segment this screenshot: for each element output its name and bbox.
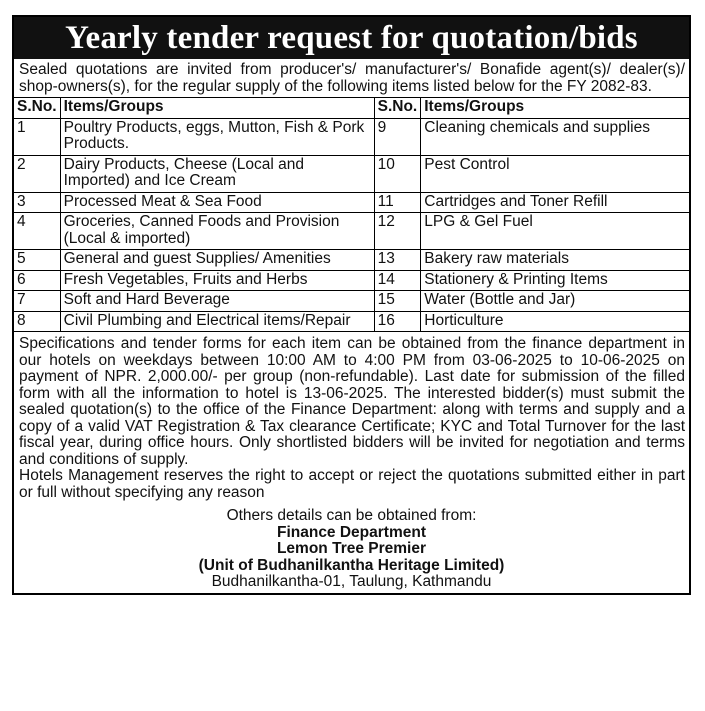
contact-block bbox=[14, 504, 689, 593]
items-table-body bbox=[14, 98, 689, 332]
contact-hotel: Lemon Tree Premier bbox=[276, 540, 427, 557]
left-item: General and guest Supplies/ Amenities bbox=[60, 250, 374, 271]
table-row bbox=[14, 192, 689, 213]
right-sno: 16 bbox=[374, 311, 421, 332]
right-item: LPG & Gel Fuel bbox=[421, 213, 689, 250]
right-item: Pest Control bbox=[421, 155, 689, 192]
left-item: Dairy Products, Cheese (Local and Imported) and Ice Cream bbox=[60, 155, 374, 192]
table-header-row bbox=[14, 98, 689, 118]
left-sno: 6 bbox=[14, 270, 60, 291]
table-row bbox=[14, 250, 689, 271]
right-sno: 13 bbox=[374, 250, 421, 271]
specifications-section bbox=[14, 332, 689, 504]
specifications-paragraph: Specifications and tender forms for each item can be obtained from the finance department in our hotels on weekdays between 10:00 AM to 4:00 PM from 03-06-2025 to 10-06-2025 on payment of NPR. 2,000.00/- per group (non-refundable). Last date for submission of the filled form with all the information to hotel is 13-06-2025. The interested bidder(s) must submit the sealed quotation(s) to the office of the Finance Department: along with terms and supply and a copy of a valid VAT Registration & Tax clearance Certificate; KYC and Total Turnover for the last fiscal year, during office hours. Only shortlisted bidders will be invited for negotiation and terms and conditions of supply. bbox=[19, 335, 685, 468]
right-items-header: Items/Groups bbox=[421, 98, 689, 118]
left-sno: 5 bbox=[14, 250, 60, 271]
left-items-header: Items/Groups bbox=[60, 98, 374, 118]
table-row bbox=[14, 213, 689, 250]
right-item: Bakery raw materials bbox=[421, 250, 689, 271]
left-item: Processed Meat & Sea Food bbox=[60, 192, 374, 213]
left-sno-header: S.No. bbox=[14, 98, 60, 118]
contact-address: Budhanilkantha-01, Taulung, Kathmandu bbox=[211, 573, 492, 590]
right-sno: 15 bbox=[374, 291, 421, 312]
left-sno: 8 bbox=[14, 311, 60, 332]
left-item: Fresh Vegetables, Fruits and Herbs bbox=[60, 270, 374, 291]
table-row bbox=[14, 155, 689, 192]
table-row bbox=[14, 311, 689, 332]
right-item: Cartridges and Toner Refill bbox=[421, 192, 689, 213]
right-item: Water (Bottle and Jar) bbox=[421, 291, 689, 312]
left-sno: 4 bbox=[14, 213, 60, 250]
left-sno: 7 bbox=[14, 291, 60, 312]
left-item: Groceries, Canned Foods and Provision (Local & imported) bbox=[60, 213, 374, 250]
items-table bbox=[14, 98, 689, 332]
management-rights-paragraph: Hotels Management reserves the right to accept or reject the quotations submitted either in part or full without specifying any reason bbox=[19, 467, 685, 501]
table-row bbox=[14, 270, 689, 291]
contact-lead: Others details can be obtained from: bbox=[226, 507, 477, 524]
table-row bbox=[14, 118, 689, 155]
right-sno: 11 bbox=[374, 192, 421, 213]
tender-notice bbox=[12, 15, 691, 595]
right-item: Horticulture bbox=[421, 311, 689, 332]
right-item: Stationery & Printing Items bbox=[421, 270, 689, 291]
right-sno: 10 bbox=[374, 155, 421, 192]
contact-company: (Unit of Budhanilkantha Heritage Limited) bbox=[198, 556, 505, 574]
right-sno: 9 bbox=[374, 118, 421, 155]
left-item: Poultry Products, eggs, Mutton, Fish & Pork Products. bbox=[60, 118, 374, 155]
intro-text: Sealed quotations are invited from producer's/ manufacturer's/ Bonafide agent(s)/ dealer(s)/ shop-owners(s), for the regular supply of the following items listed below for the FY 2082-83. bbox=[14, 59, 689, 98]
left-item: Civil Plumbing and Electrical items/Repair bbox=[60, 311, 374, 332]
right-sno-header: S.No. bbox=[374, 98, 421, 118]
left-sno: 3 bbox=[14, 192, 60, 213]
left-sno: 2 bbox=[14, 155, 60, 192]
contact-department: Finance Department bbox=[276, 523, 426, 541]
left-item: Soft and Hard Beverage bbox=[60, 291, 374, 312]
left-sno: 1 bbox=[14, 118, 60, 155]
right-sno: 14 bbox=[374, 270, 421, 291]
notice-title: Yearly tender request for quotation/bids bbox=[14, 17, 689, 59]
table-row bbox=[14, 291, 689, 312]
right-sno: 12 bbox=[374, 213, 421, 250]
right-item: Cleaning chemicals and supplies bbox=[421, 118, 689, 155]
